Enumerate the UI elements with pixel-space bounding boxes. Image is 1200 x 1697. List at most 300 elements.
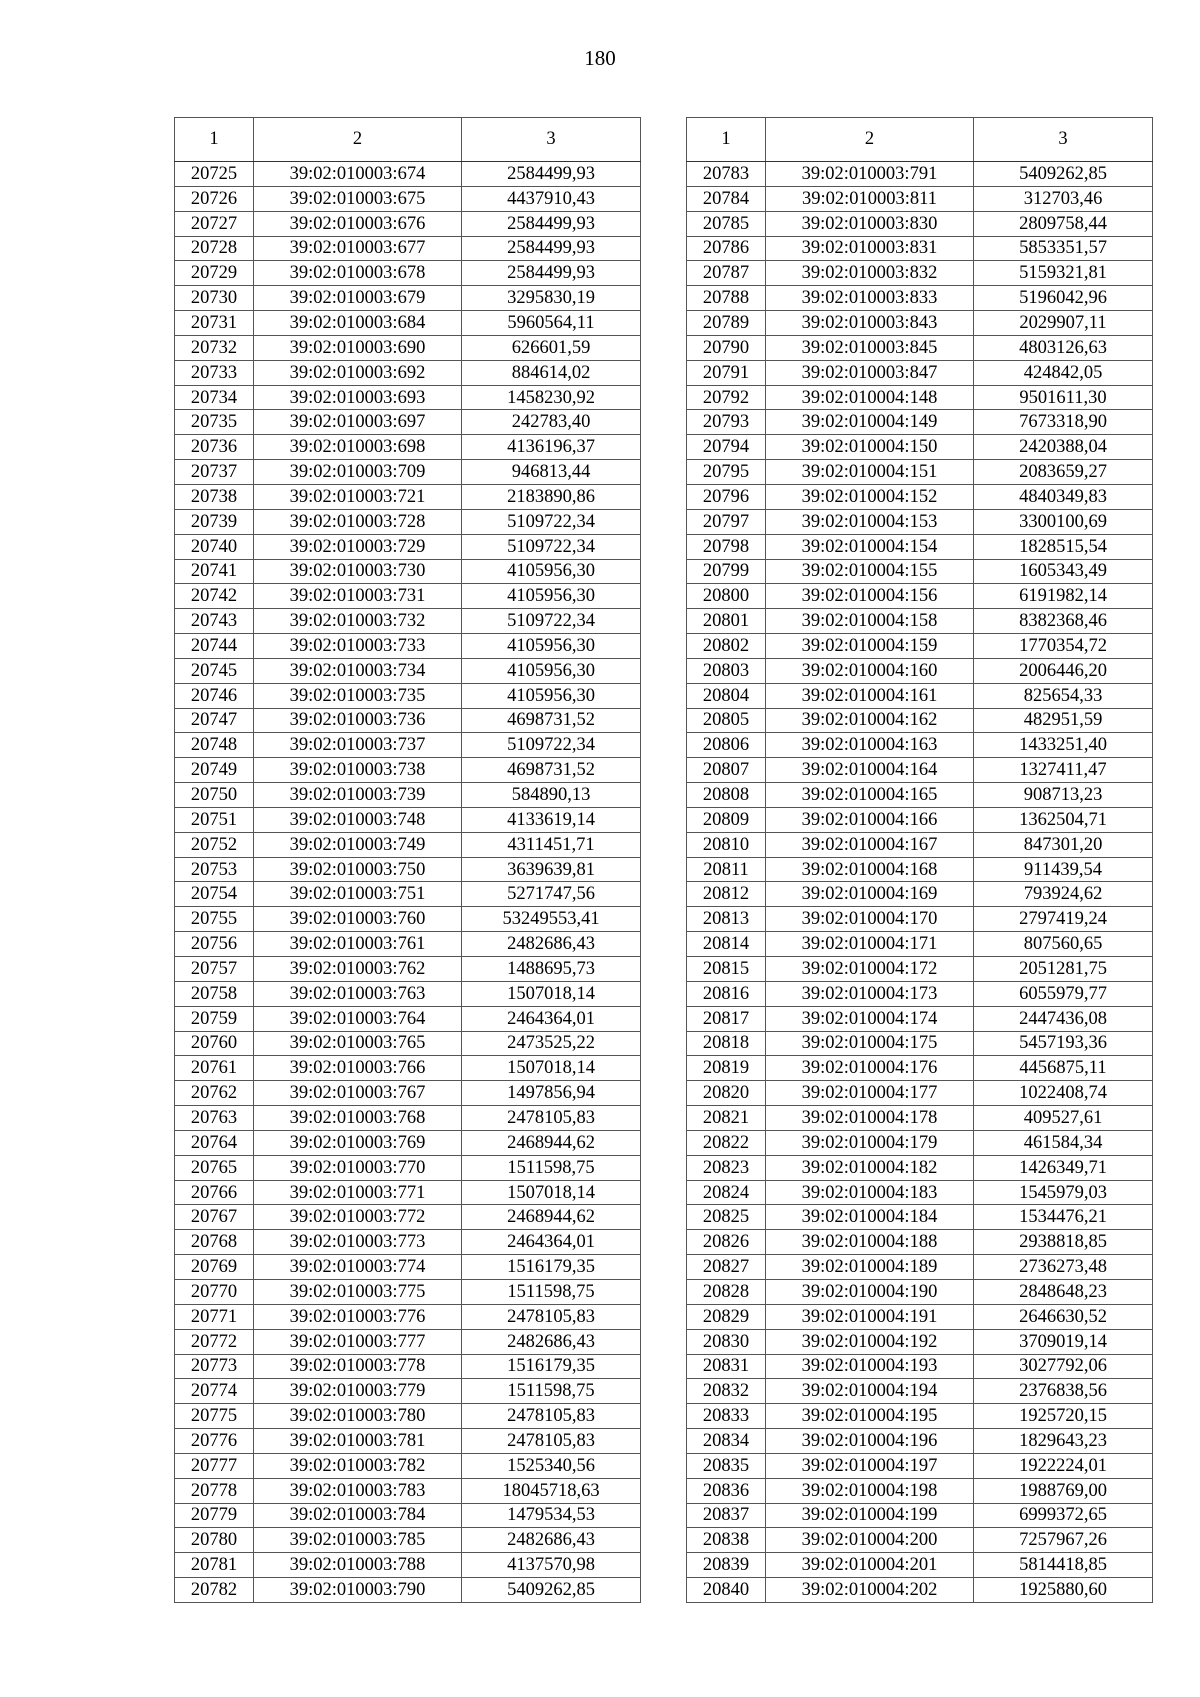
row-number-cell: 20837 [687, 1503, 766, 1528]
table-row [687, 1429, 1153, 1454]
row-number-cell: 20787 [687, 261, 766, 286]
table-row [175, 186, 641, 211]
row-number-cell: 20818 [687, 1031, 766, 1056]
value-cell: 2478105,83 [462, 1304, 641, 1329]
row-number-cell: 20804 [687, 683, 766, 708]
table-row [687, 957, 1153, 982]
table-row [175, 907, 641, 932]
cadastral-number-cell: 39:02:010004:148 [766, 385, 974, 410]
cadastral-number-cell: 39:02:010003:736 [254, 708, 462, 733]
table-row [175, 236, 641, 261]
row-number-cell: 20777 [175, 1453, 254, 1478]
cadastral-number-cell: 39:02:010003:843 [766, 311, 974, 336]
row-number-cell: 20737 [175, 460, 254, 485]
cadastral-number-cell: 39:02:010003:784 [254, 1503, 462, 1528]
cadastral-number-cell: 39:02:010003:732 [254, 609, 462, 634]
value-cell: 2584499,93 [462, 261, 641, 286]
row-number-cell: 20754 [175, 882, 254, 907]
value-cell: 847301,20 [974, 832, 1153, 857]
table-row [687, 733, 1153, 758]
cadastral-number-cell: 39:02:010004:190 [766, 1279, 974, 1304]
cadastral-number-cell: 39:02:010003:693 [254, 385, 462, 410]
value-cell: 2468944,62 [462, 1130, 641, 1155]
cadastral-number-cell: 39:02:010004:169 [766, 882, 974, 907]
value-cell: 4840349,83 [974, 484, 1153, 509]
cadastral-number-cell: 39:02:010003:760 [254, 907, 462, 932]
row-number-cell: 20733 [175, 360, 254, 385]
left-table-body [175, 162, 641, 1603]
table-row [687, 509, 1153, 534]
value-cell: 5960564,11 [462, 311, 641, 336]
value-cell: 3300100,69 [974, 509, 1153, 534]
row-number-cell: 20811 [687, 857, 766, 882]
table-row [687, 1081, 1153, 1106]
value-cell: 2478105,83 [462, 1404, 641, 1429]
value-cell: 6055979,77 [974, 981, 1153, 1006]
value-cell: 1534476,21 [974, 1205, 1153, 1230]
value-cell: 2468944,62 [462, 1205, 641, 1230]
cadastral-number-cell: 39:02:010003:830 [766, 211, 974, 236]
cadastral-number-cell: 39:02:010003:833 [766, 286, 974, 311]
row-number-cell: 20738 [175, 484, 254, 509]
cadastral-number-cell: 39:02:010004:188 [766, 1230, 974, 1255]
value-cell: 2482686,43 [462, 1528, 641, 1553]
cadastral-number-cell: 39:02:010003:831 [766, 236, 974, 261]
row-number-cell: 20727 [175, 211, 254, 236]
cadastral-number-cell: 39:02:010003:832 [766, 261, 974, 286]
cadastral-number-cell: 39:02:010003:739 [254, 783, 462, 808]
table-row [175, 832, 641, 857]
value-cell: 409527,61 [974, 1106, 1153, 1131]
table-row [687, 484, 1153, 509]
cadastral-number-cell: 39:02:010004:199 [766, 1503, 974, 1528]
value-cell: 1433251,40 [974, 733, 1153, 758]
cadastral-number-cell: 39:02:010003:781 [254, 1429, 462, 1454]
table-row [175, 559, 641, 584]
table-row [687, 435, 1153, 460]
cadastral-number-cell: 39:02:010004:172 [766, 957, 974, 982]
table-row [687, 1056, 1153, 1081]
row-number-cell: 20764 [175, 1130, 254, 1155]
value-cell: 2473525,22 [462, 1031, 641, 1056]
value-cell: 2376838,56 [974, 1379, 1153, 1404]
table-row [687, 211, 1153, 236]
cadastral-number-cell: 39:02:010003:750 [254, 857, 462, 882]
table-row [175, 1106, 641, 1131]
value-cell: 5457193,36 [974, 1031, 1153, 1056]
table-row [175, 1255, 641, 1280]
row-number-cell: 20757 [175, 957, 254, 982]
table-row [175, 1081, 641, 1106]
cadastral-number-cell: 39:02:010004:165 [766, 783, 974, 808]
table-row [687, 335, 1153, 360]
value-cell: 1362504,71 [974, 807, 1153, 832]
cadastral-number-cell: 39:02:010003:778 [254, 1354, 462, 1379]
value-cell: 1479534,53 [462, 1503, 641, 1528]
row-number-cell: 20735 [175, 410, 254, 435]
column-header: 1 [175, 118, 254, 162]
table-row [687, 1478, 1153, 1503]
row-number-cell: 20730 [175, 286, 254, 311]
row-number-cell: 20802 [687, 634, 766, 659]
cadastral-number-cell: 39:02:010003:763 [254, 981, 462, 1006]
row-number-cell: 20729 [175, 261, 254, 286]
row-number-cell: 20772 [175, 1329, 254, 1354]
value-cell: 908713,23 [974, 783, 1153, 808]
value-cell: 1770354,72 [974, 634, 1153, 659]
row-number-cell: 20758 [175, 981, 254, 1006]
table-row [687, 832, 1153, 857]
table-row [175, 1006, 641, 1031]
value-cell: 9501611,30 [974, 385, 1153, 410]
cadastral-number-cell: 39:02:010003:845 [766, 335, 974, 360]
cadastral-number-cell: 39:02:010003:731 [254, 584, 462, 609]
table-row [175, 484, 641, 509]
table-row [175, 683, 641, 708]
table-row [175, 1503, 641, 1528]
cadastral-number-cell: 39:02:010003:767 [254, 1081, 462, 1106]
value-cell: 1511598,75 [462, 1279, 641, 1304]
right-table-body [687, 162, 1153, 1603]
value-cell: 2482686,43 [462, 932, 641, 957]
table-row [175, 957, 641, 982]
row-number-cell: 20756 [175, 932, 254, 957]
value-cell: 1829643,23 [974, 1429, 1153, 1454]
cadastral-number-cell: 39:02:010003:729 [254, 534, 462, 559]
row-number-cell: 20773 [175, 1354, 254, 1379]
table-row [175, 1205, 641, 1230]
table-row [687, 1279, 1153, 1304]
cadastral-number-cell: 39:02:010003:697 [254, 410, 462, 435]
table-row [175, 1578, 641, 1603]
table-row [687, 932, 1153, 957]
table-row [687, 1528, 1153, 1553]
value-cell: 2797419,24 [974, 907, 1153, 932]
table-row [175, 1056, 641, 1081]
column-header: 1 [687, 118, 766, 162]
table-row [175, 360, 641, 385]
table-row [175, 609, 641, 634]
table-row [687, 236, 1153, 261]
value-cell: 8382368,46 [974, 609, 1153, 634]
cadastral-number-cell: 39:02:010003:765 [254, 1031, 462, 1056]
row-number-cell: 20749 [175, 758, 254, 783]
cadastral-number-cell: 39:02:010004:177 [766, 1081, 974, 1106]
value-cell: 5109722,34 [462, 509, 641, 534]
row-number-cell: 20763 [175, 1106, 254, 1131]
cadastral-number-cell: 39:02:010004:195 [766, 1404, 974, 1429]
cadastral-number-cell: 39:02:010004:159 [766, 634, 974, 659]
value-cell: 4105956,30 [462, 683, 641, 708]
row-number-cell: 20751 [175, 807, 254, 832]
row-number-cell: 20817 [687, 1006, 766, 1031]
table-row [687, 758, 1153, 783]
value-cell: 5814418,85 [974, 1553, 1153, 1578]
value-cell: 1988769,00 [974, 1478, 1153, 1503]
value-cell: 1497856,94 [462, 1081, 641, 1106]
value-cell: 4311451,71 [462, 832, 641, 857]
table-row [175, 758, 641, 783]
value-cell: 1545979,03 [974, 1180, 1153, 1205]
cadastral-number-cell: 39:02:010004:201 [766, 1553, 974, 1578]
cadastral-number-cell: 39:02:010004:197 [766, 1453, 974, 1478]
row-number-cell: 20742 [175, 584, 254, 609]
row-number-cell: 20838 [687, 1528, 766, 1553]
row-number-cell: 20782 [175, 1578, 254, 1603]
cadastral-number-cell: 39:02:010004:152 [766, 484, 974, 509]
cadastral-number-cell: 39:02:010003:748 [254, 807, 462, 832]
value-cell: 4437910,43 [462, 186, 641, 211]
cadastral-number-cell: 39:02:010004:202 [766, 1578, 974, 1603]
row-number-cell: 20783 [687, 162, 766, 187]
row-number-cell: 20824 [687, 1180, 766, 1205]
table-row [687, 1006, 1153, 1031]
cadastral-number-cell: 39:02:010004:182 [766, 1155, 974, 1180]
row-number-cell: 20734 [175, 385, 254, 410]
row-number-cell: 20832 [687, 1379, 766, 1404]
row-number-cell: 20725 [175, 162, 254, 187]
cadastral-number-cell: 39:02:010003:779 [254, 1379, 462, 1404]
row-number-cell: 20766 [175, 1180, 254, 1205]
value-cell: 4137570,98 [462, 1553, 641, 1578]
cadastral-number-cell: 39:02:010003:709 [254, 460, 462, 485]
row-number-cell: 20826 [687, 1230, 766, 1255]
row-number-cell: 20747 [175, 708, 254, 733]
cadastral-number-cell: 39:02:010004:173 [766, 981, 974, 1006]
table-row [687, 1379, 1153, 1404]
table-row [175, 634, 641, 659]
value-cell: 2447436,08 [974, 1006, 1153, 1031]
value-cell: 3639639,81 [462, 857, 641, 882]
value-cell: 3709019,14 [974, 1329, 1153, 1354]
value-cell: 7673318,90 [974, 410, 1153, 435]
column-header: 3 [462, 118, 641, 162]
value-cell: 1511598,75 [462, 1155, 641, 1180]
table-row [175, 733, 641, 758]
cadastral-number-cell: 39:02:010003:774 [254, 1255, 462, 1280]
row-number-cell: 20820 [687, 1081, 766, 1106]
table-row [175, 1180, 641, 1205]
table-row [687, 609, 1153, 634]
value-cell: 7257967,26 [974, 1528, 1153, 1553]
cadastral-number-cell: 39:02:010004:171 [766, 932, 974, 957]
table-row [175, 783, 641, 808]
table-row [687, 286, 1153, 311]
row-number-cell: 20732 [175, 335, 254, 360]
row-number-cell: 20744 [175, 634, 254, 659]
cadastral-number-cell: 39:02:010003:777 [254, 1329, 462, 1354]
table-row [687, 360, 1153, 385]
table-row [687, 882, 1153, 907]
table-row [687, 1453, 1153, 1478]
column-header: 2 [766, 118, 974, 162]
row-number-cell: 20739 [175, 509, 254, 534]
table-row [175, 1354, 641, 1379]
cadastral-number-cell: 39:02:010003:768 [254, 1106, 462, 1131]
cadastral-number-cell: 39:02:010003:770 [254, 1155, 462, 1180]
cadastral-number-cell: 39:02:010003:811 [766, 186, 974, 211]
table-row [175, 807, 641, 832]
table-row [175, 1230, 641, 1255]
value-cell: 2051281,75 [974, 957, 1153, 982]
row-number-cell: 20769 [175, 1255, 254, 1280]
value-cell: 946813,44 [462, 460, 641, 485]
cadastral-number-cell: 39:02:010004:170 [766, 907, 974, 932]
row-number-cell: 20761 [175, 1056, 254, 1081]
table-row [175, 286, 641, 311]
value-cell: 884614,02 [462, 360, 641, 385]
row-number-cell: 20806 [687, 733, 766, 758]
row-number-cell: 20799 [687, 559, 766, 584]
table-row [687, 311, 1153, 336]
table-row [175, 584, 641, 609]
row-number-cell: 20760 [175, 1031, 254, 1056]
row-number-cell: 20810 [687, 832, 766, 857]
value-cell: 242783,40 [462, 410, 641, 435]
value-cell: 2584499,93 [462, 211, 641, 236]
row-number-cell: 20800 [687, 584, 766, 609]
value-cell: 3027792,06 [974, 1354, 1153, 1379]
value-cell: 2584499,93 [462, 236, 641, 261]
cadastral-number-cell: 39:02:010003:772 [254, 1205, 462, 1230]
value-cell: 793924,62 [974, 882, 1153, 907]
value-cell: 1327411,47 [974, 758, 1153, 783]
value-cell: 2006446,20 [974, 658, 1153, 683]
row-number-cell: 20745 [175, 658, 254, 683]
value-cell: 5196042,96 [974, 286, 1153, 311]
table-row [175, 658, 641, 683]
table-row [175, 335, 641, 360]
row-number-cell: 20801 [687, 609, 766, 634]
row-number-cell: 20828 [687, 1279, 766, 1304]
table-row [687, 1130, 1153, 1155]
cadastral-number-cell: 39:02:010003:690 [254, 335, 462, 360]
row-number-cell: 20809 [687, 807, 766, 832]
cadastral-number-cell: 39:02:010004:196 [766, 1429, 974, 1454]
cadastral-number-cell: 39:02:010004:198 [766, 1478, 974, 1503]
value-cell: 5109722,34 [462, 534, 641, 559]
table-row [687, 1354, 1153, 1379]
table-row [175, 1404, 641, 1429]
row-number-cell: 20808 [687, 783, 766, 808]
left-table [174, 117, 641, 1603]
row-number-cell: 20779 [175, 1503, 254, 1528]
row-number-cell: 20819 [687, 1056, 766, 1081]
table-row [687, 559, 1153, 584]
value-cell: 2809758,44 [974, 211, 1153, 236]
value-cell: 1516179,35 [462, 1354, 641, 1379]
value-cell: 1426349,71 [974, 1155, 1153, 1180]
cadastral-number-cell: 39:02:010003:698 [254, 435, 462, 460]
value-cell: 4105956,30 [462, 584, 641, 609]
row-number-cell: 20759 [175, 1006, 254, 1031]
cadastral-number-cell: 39:02:010003:737 [254, 733, 462, 758]
cadastral-number-cell: 39:02:010004:194 [766, 1379, 974, 1404]
cadastral-number-cell: 39:02:010003:775 [254, 1279, 462, 1304]
row-number-cell: 20768 [175, 1230, 254, 1255]
table-row [687, 783, 1153, 808]
cadastral-number-cell: 39:02:010003:764 [254, 1006, 462, 1031]
cadastral-number-cell: 39:02:010004:167 [766, 832, 974, 857]
row-number-cell: 20839 [687, 1553, 766, 1578]
cadastral-number-cell: 39:02:010004:166 [766, 807, 974, 832]
value-cell: 1511598,75 [462, 1379, 641, 1404]
table-row [687, 534, 1153, 559]
cadastral-number-cell: 39:02:010003:771 [254, 1180, 462, 1205]
cadastral-number-cell: 39:02:010003:734 [254, 658, 462, 683]
cadastral-number-cell: 39:02:010003:692 [254, 360, 462, 385]
row-number-cell: 20791 [687, 360, 766, 385]
row-number-cell: 20785 [687, 211, 766, 236]
row-number-cell: 20778 [175, 1478, 254, 1503]
cadastral-number-cell: 39:02:010004:161 [766, 683, 974, 708]
row-number-cell: 20833 [687, 1404, 766, 1429]
table-row [687, 385, 1153, 410]
row-number-cell: 20835 [687, 1453, 766, 1478]
table-row [175, 311, 641, 336]
table-row [175, 1528, 641, 1553]
cadastral-number-cell: 39:02:010004:178 [766, 1106, 974, 1131]
row-number-cell: 20775 [175, 1404, 254, 1429]
row-number-cell: 20834 [687, 1429, 766, 1454]
cadastral-number-cell: 39:02:010004:158 [766, 609, 974, 634]
cadastral-number-cell: 39:02:010003:678 [254, 261, 462, 286]
table-row [175, 1304, 641, 1329]
table-row [175, 1453, 641, 1478]
row-number-cell: 20767 [175, 1205, 254, 1230]
table-row [687, 1230, 1153, 1255]
cadastral-number-cell: 39:02:010003:674 [254, 162, 462, 187]
cadastral-number-cell: 39:02:010003:773 [254, 1230, 462, 1255]
row-number-cell: 20790 [687, 335, 766, 360]
table-row [687, 162, 1153, 187]
cadastral-number-cell: 39:02:010003:721 [254, 484, 462, 509]
row-number-cell: 20771 [175, 1304, 254, 1329]
cadastral-number-cell: 39:02:010003:684 [254, 311, 462, 336]
table-row [687, 1255, 1153, 1280]
value-cell: 5409262,85 [462, 1578, 641, 1603]
value-cell: 1022408,74 [974, 1081, 1153, 1106]
table-row [175, 1329, 641, 1354]
cadastral-number-cell: 39:02:010004:189 [766, 1255, 974, 1280]
cadastral-number-cell: 39:02:010003:728 [254, 509, 462, 534]
value-cell: 6999372,65 [974, 1503, 1153, 1528]
value-cell: 4136196,37 [462, 435, 641, 460]
row-number-cell: 20776 [175, 1429, 254, 1454]
cadastral-number-cell: 39:02:010003:782 [254, 1453, 462, 1478]
row-number-cell: 20731 [175, 311, 254, 336]
table-row [687, 460, 1153, 485]
table-row [687, 1031, 1153, 1056]
value-cell: 1488695,73 [462, 957, 641, 982]
cadastral-number-cell: 39:02:010004:160 [766, 658, 974, 683]
cadastral-number-cell: 39:02:010003:738 [254, 758, 462, 783]
value-cell: 1458230,92 [462, 385, 641, 410]
table-row [687, 807, 1153, 832]
row-number-cell: 20784 [687, 186, 766, 211]
table-row [175, 509, 641, 534]
cadastral-number-cell: 39:02:010003:676 [254, 211, 462, 236]
cadastral-number-cell: 39:02:010003:677 [254, 236, 462, 261]
row-number-cell: 20748 [175, 733, 254, 758]
column-header: 3 [974, 118, 1153, 162]
table-row [175, 534, 641, 559]
cadastral-number-cell: 39:02:010003:730 [254, 559, 462, 584]
row-number-cell: 20740 [175, 534, 254, 559]
cadastral-number-cell: 39:02:010003:735 [254, 683, 462, 708]
table-row [687, 1503, 1153, 1528]
table-row [175, 435, 641, 460]
